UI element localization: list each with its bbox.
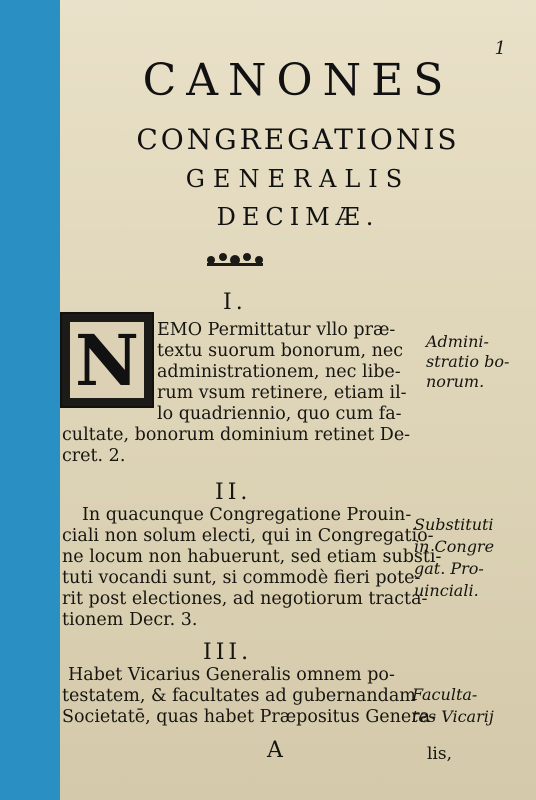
body-line: administrationem, nec libe- [157, 362, 401, 382]
margin-note-line: tes Vicarij [412, 707, 494, 726]
title-line-2: CONGREGATIONIS [136, 123, 460, 156]
margin-note-line: uinciali. [414, 581, 479, 600]
body-line: tionem Decr. 3. [62, 610, 198, 630]
section-number: I. [223, 290, 247, 315]
drop-cap-illustration [60, 312, 154, 408]
catchword: lis, [427, 744, 453, 764]
section-number: III. [203, 640, 253, 665]
ornament-icon [205, 247, 265, 273]
body-line: cret. 2. [62, 446, 126, 466]
drop-cap-letter: N [70, 322, 144, 398]
margin-note-line: Admini- [426, 332, 489, 351]
body-line: cultate, bonorum dominium retinet De- [62, 425, 411, 445]
margin-note-line: in Congre [414, 537, 495, 556]
margin-note-line: Substituti [414, 515, 494, 534]
title-line-1: CANONES [142, 55, 454, 106]
body-line: rit post electiones, ad negotiorum tracta- [62, 589, 428, 609]
body-line: textu suorum bonorum, nec [157, 341, 404, 361]
margin-note-line: stratio bo- [426, 352, 510, 371]
margin-note-line: gat. Pro- [414, 559, 484, 578]
body-line: ne locum non habuerunt, sed etiam substi- [62, 547, 442, 567]
body-line: In quacunque Congregatione Prouin- [82, 505, 412, 525]
book-page [60, 0, 536, 800]
body-line: Societatē, quas habet Præpositus Genera- [62, 707, 436, 727]
body-line: testatem, & facultates ad gubernandam [62, 686, 416, 706]
page-number: 1 [494, 38, 506, 59]
section-number: II. [215, 480, 252, 505]
body-line: rum vsum retinere, etiam il- [157, 383, 407, 403]
margin-note-line: norum. [426, 372, 485, 391]
body-line: tuti vocandi sunt, si commodè fieri pote- [62, 568, 421, 588]
title-line-3: GENERALIS [185, 165, 411, 193]
body-line: EMO Permittatur vllo præ- [157, 320, 396, 340]
title-line-4: DECIMÆ. [216, 203, 380, 231]
body-line: ciali non solum electi, qui in Congregatio- [62, 526, 434, 546]
body-line: lo quadriennio, quo cum fa- [157, 404, 402, 424]
body-line: Habet Vicarius Generalis omnem po- [68, 665, 395, 685]
signature-mark: A [267, 738, 283, 763]
margin-note-line: Faculta- [412, 685, 478, 704]
